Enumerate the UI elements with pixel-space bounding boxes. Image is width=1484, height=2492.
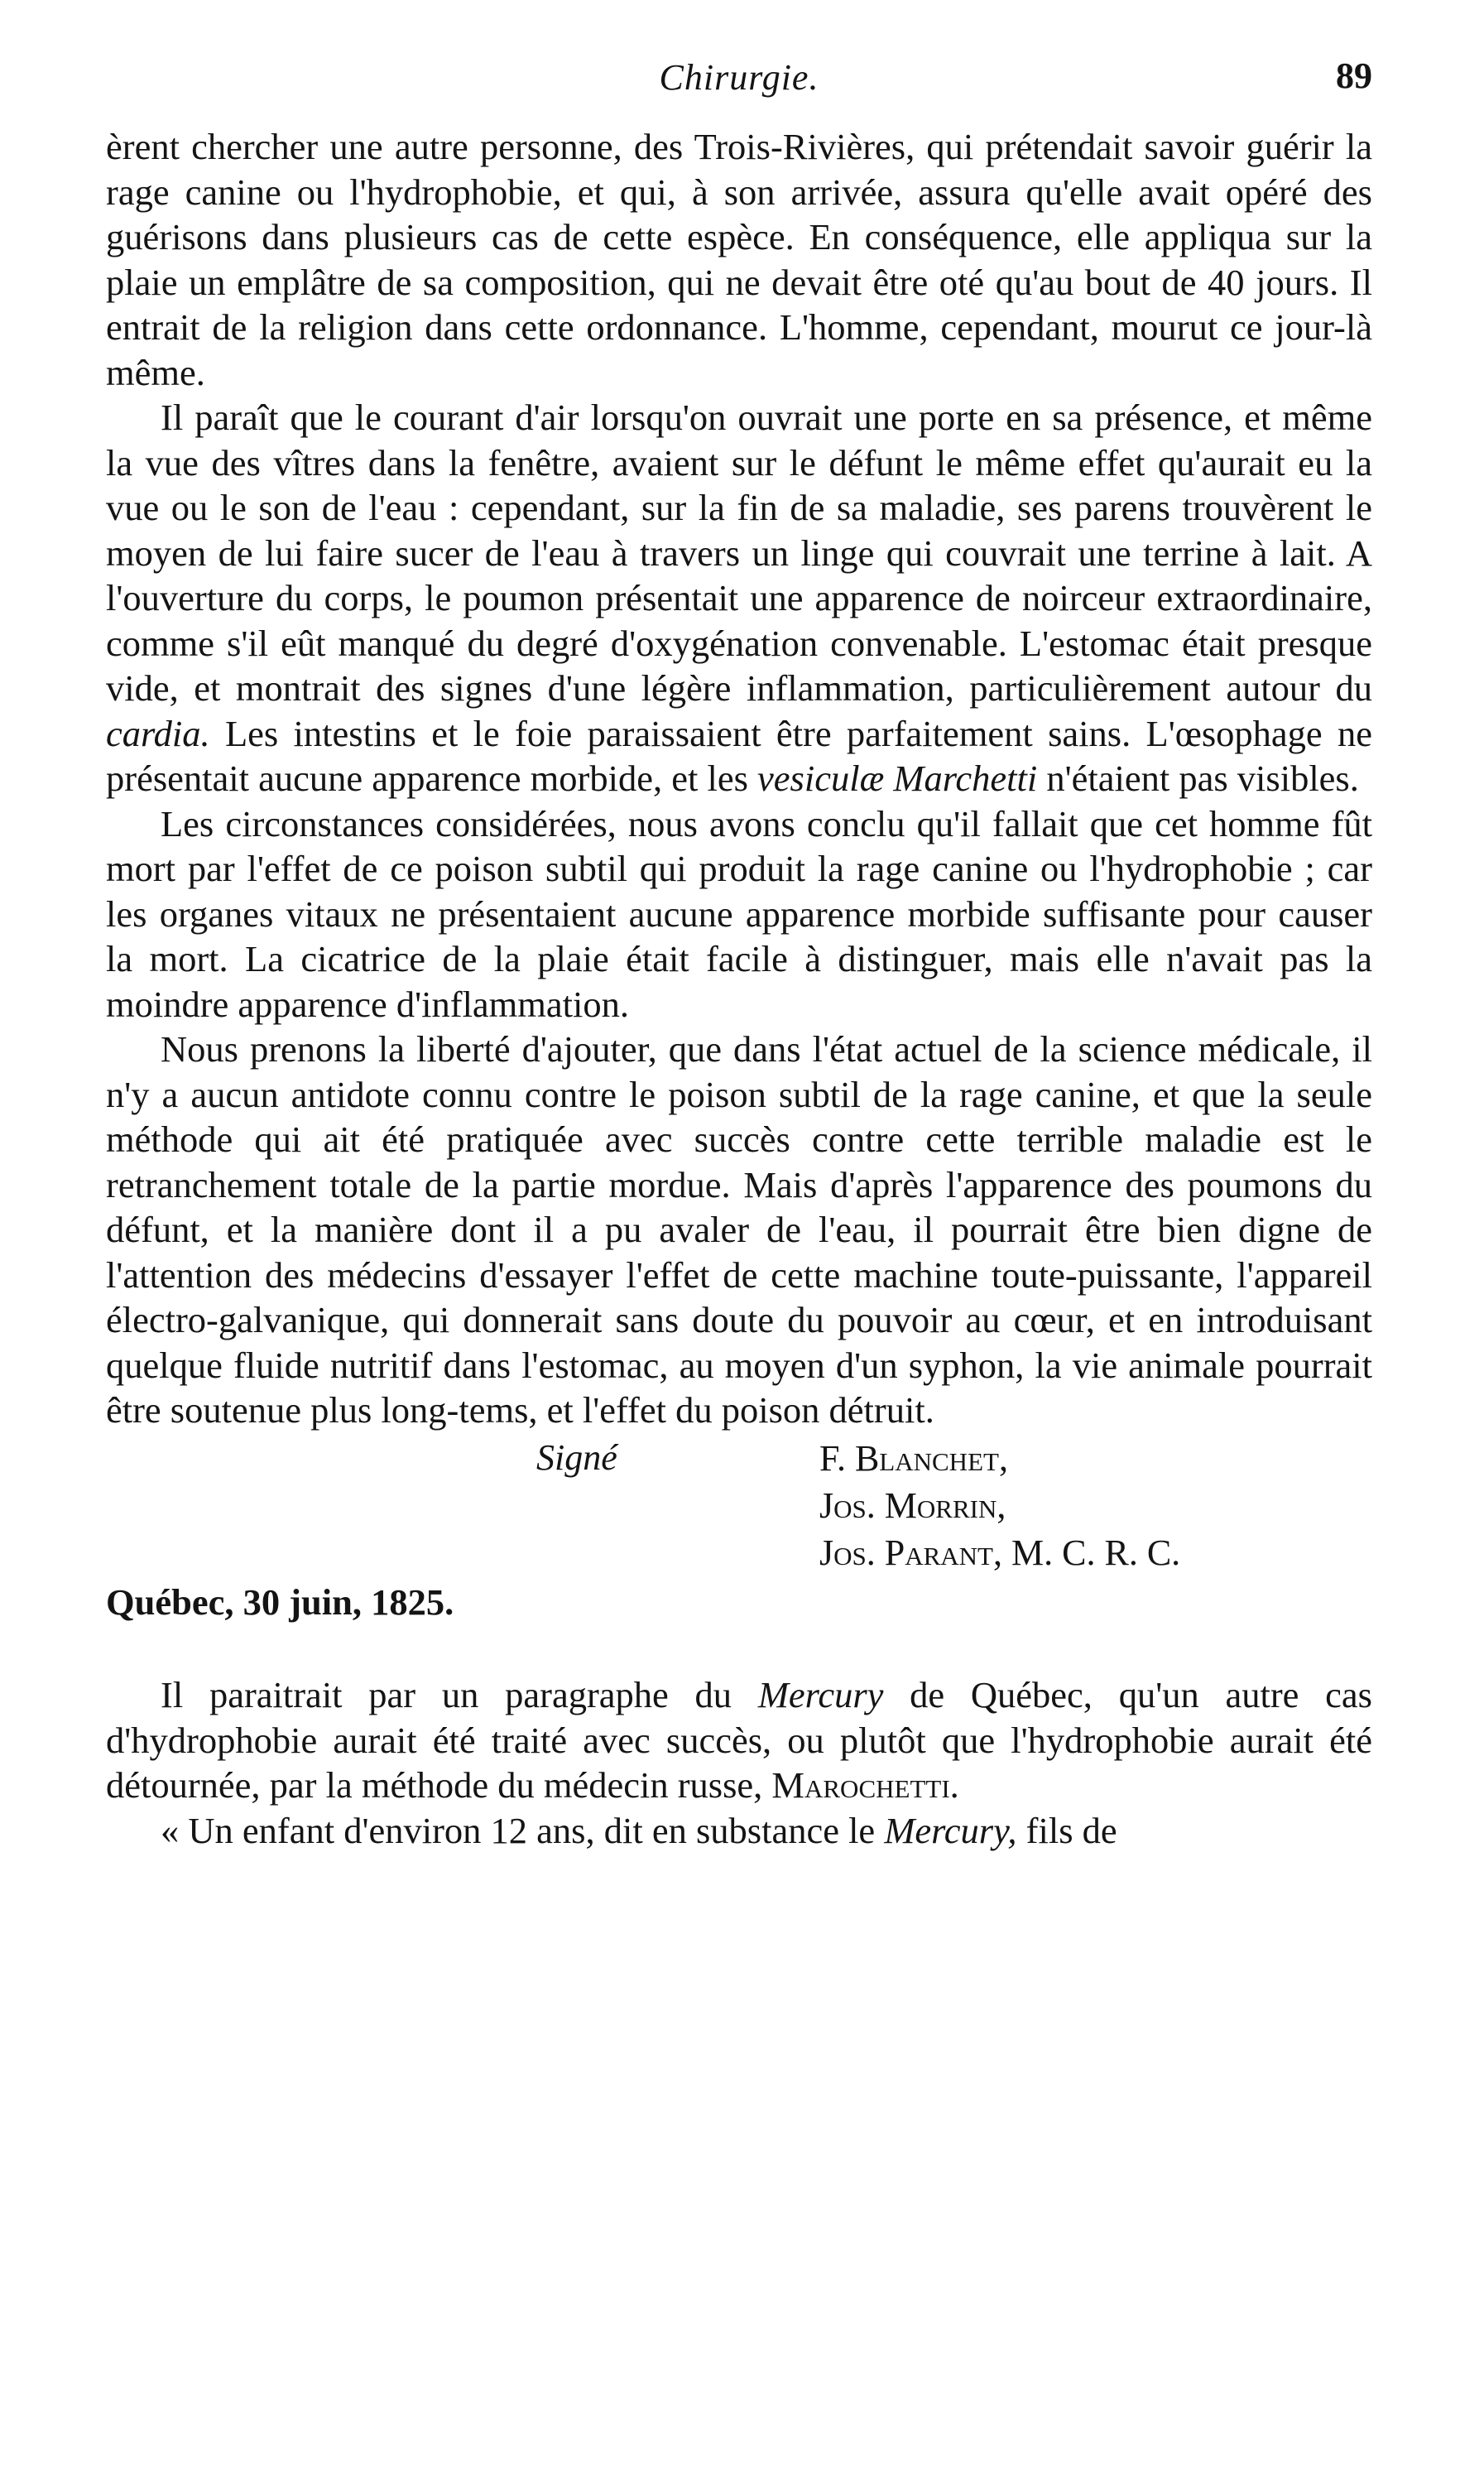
paragraph-text: Les intestins et le foie paraissaient être parfaitement sains. L'œsophage ne présentait aucune apparence morbide, et les (106, 712, 1372, 799)
paragraph-text: Les circonstances considérées, nous avons conclu qu'il fallait que cet homme fût mort par l'effet de ce poison subtil qui produit la rage canine ou l'hydrophobie ; car les organes vitaux ne présentaient aucune apparence morbide suffisante pour causer la mort. La cicatrice de la plaie était facile à distinguer, mais elle n'avait pas la moindre apparence d'inflammation. (106, 802, 1372, 1025)
signed-label: Signé (536, 1436, 617, 1478)
signer-parant: Jos. Parant, M. C. R. C. (819, 1532, 1181, 1573)
paragraph-recommendation (106, 1027, 1372, 1433)
page-number: 89 (1336, 55, 1372, 96)
author-name-marochetti: Marochetti. (771, 1764, 959, 1806)
italic-term-vesiculae: vesiculæ Marchetti (757, 758, 1038, 799)
paragraph-text: « Un enfant d'environ 12 ans, dit en substance le (161, 1809, 885, 1851)
paragraph-quote-start (106, 1808, 1372, 1854)
running-title: Chirurgie. (659, 57, 819, 98)
paragraph-text: Il paraitrait par un paragraphe du (161, 1674, 758, 1715)
document-page (106, 50, 1372, 2451)
paragraph-autopsy (106, 395, 1372, 801)
italic-title-mercury: Mercury, (884, 1809, 1017, 1851)
paragraph-text: èrent chercher une autre personne, des Trois-Rivières, qui prétendait savoir guérir la rage canine ou l'hydrophobie, et qui, à son arrivée, assura qu'elle avait opéré des guérisons dans plusieurs cas de cette espèce. En conséquence, elle appliqua sur la plaie un emplâtre de sa composition, qui ne devait être oté qu'au bout de 40 jours. Il entrait de la religion dans cette ordonnance. L'homme, cependant, mourut ce jour-là même. (106, 126, 1372, 393)
signer-morrin: Jos. Morrin, (819, 1484, 1006, 1526)
section-gap (106, 1624, 1372, 1672)
paragraph-text: de Québec, qu'un autre cas d'hydrophobie aurait été traité avec succès, ou plutôt que l'hydrophobie aurait été détournée, par la méthode du médecin russe, (106, 1674, 1372, 1806)
italic-term-cardia: cardia. (106, 712, 210, 754)
body-text (106, 124, 1372, 1853)
italic-title-mercury: Mercury (757, 1674, 884, 1715)
paragraph-text: Il paraît que le courant d'air lorsqu'on ouvrait une porte en sa présence, et même la vue des vîtres dans la fenêtre, avaient sur le défunt le même effet qu'aurait eu la vue ou le son de l'eau : cependant, sur la fin de sa maladie, ses parens trouvèrent le moyen de lui faire sucer de l'eau à travers un linge qui couvrait une terrine à lait. A l'ouverture du corps, le poumon présentait une apparence de noirceur extraordinaire, comme s'il eût manqué du degré d'oxygénation convenable. L'estomac était presque vide, et montrait des signes d'une légère inflammation, particulièrement autour du (106, 397, 1372, 709)
paragraph-text: fils de (1016, 1809, 1117, 1851)
running-header (106, 50, 1372, 116)
paragraph-continued (106, 124, 1372, 395)
paragraph-text: n'étaient pas visibles. (1037, 758, 1359, 799)
dateline: Québec, 30 juin, 1825. (106, 1580, 454, 1623)
paragraph-text: Nous prenons la liberté d'ajouter, que dans l'état actuel de la science médicale, il n'y a aucun antidote connu contre le poison subtil de la rage canine, et que la seule méthode qui ait été pratiquée avec succès contre cette terrible maladie est le retranchement totale de la partie mordue. Mais d'après l'apparence des poumons du défunt, et la manière dont il a pu avaler de l'eau, il pourrait être bien digne de l'attention des médecins d'essayer l'effet de cette machine toute-puissante, l'appareil électro-galvanique, qui donnerait sans doute du pouvoir au cœur, et en introduisant quelque fluide nutritif dans l'estomac, au moyen d'un syphon, la vie animale pourrait être soutenue plus long-tems, et l'effet du poison détruit. (106, 1028, 1372, 1431)
signer-blanchet: F. Blanchet, (819, 1437, 1008, 1479)
signature-block (106, 1435, 1372, 1580)
paragraph-conclusion (106, 801, 1372, 1027)
signers-list (819, 1435, 1180, 1576)
paragraph-second-case (106, 1672, 1372, 1808)
